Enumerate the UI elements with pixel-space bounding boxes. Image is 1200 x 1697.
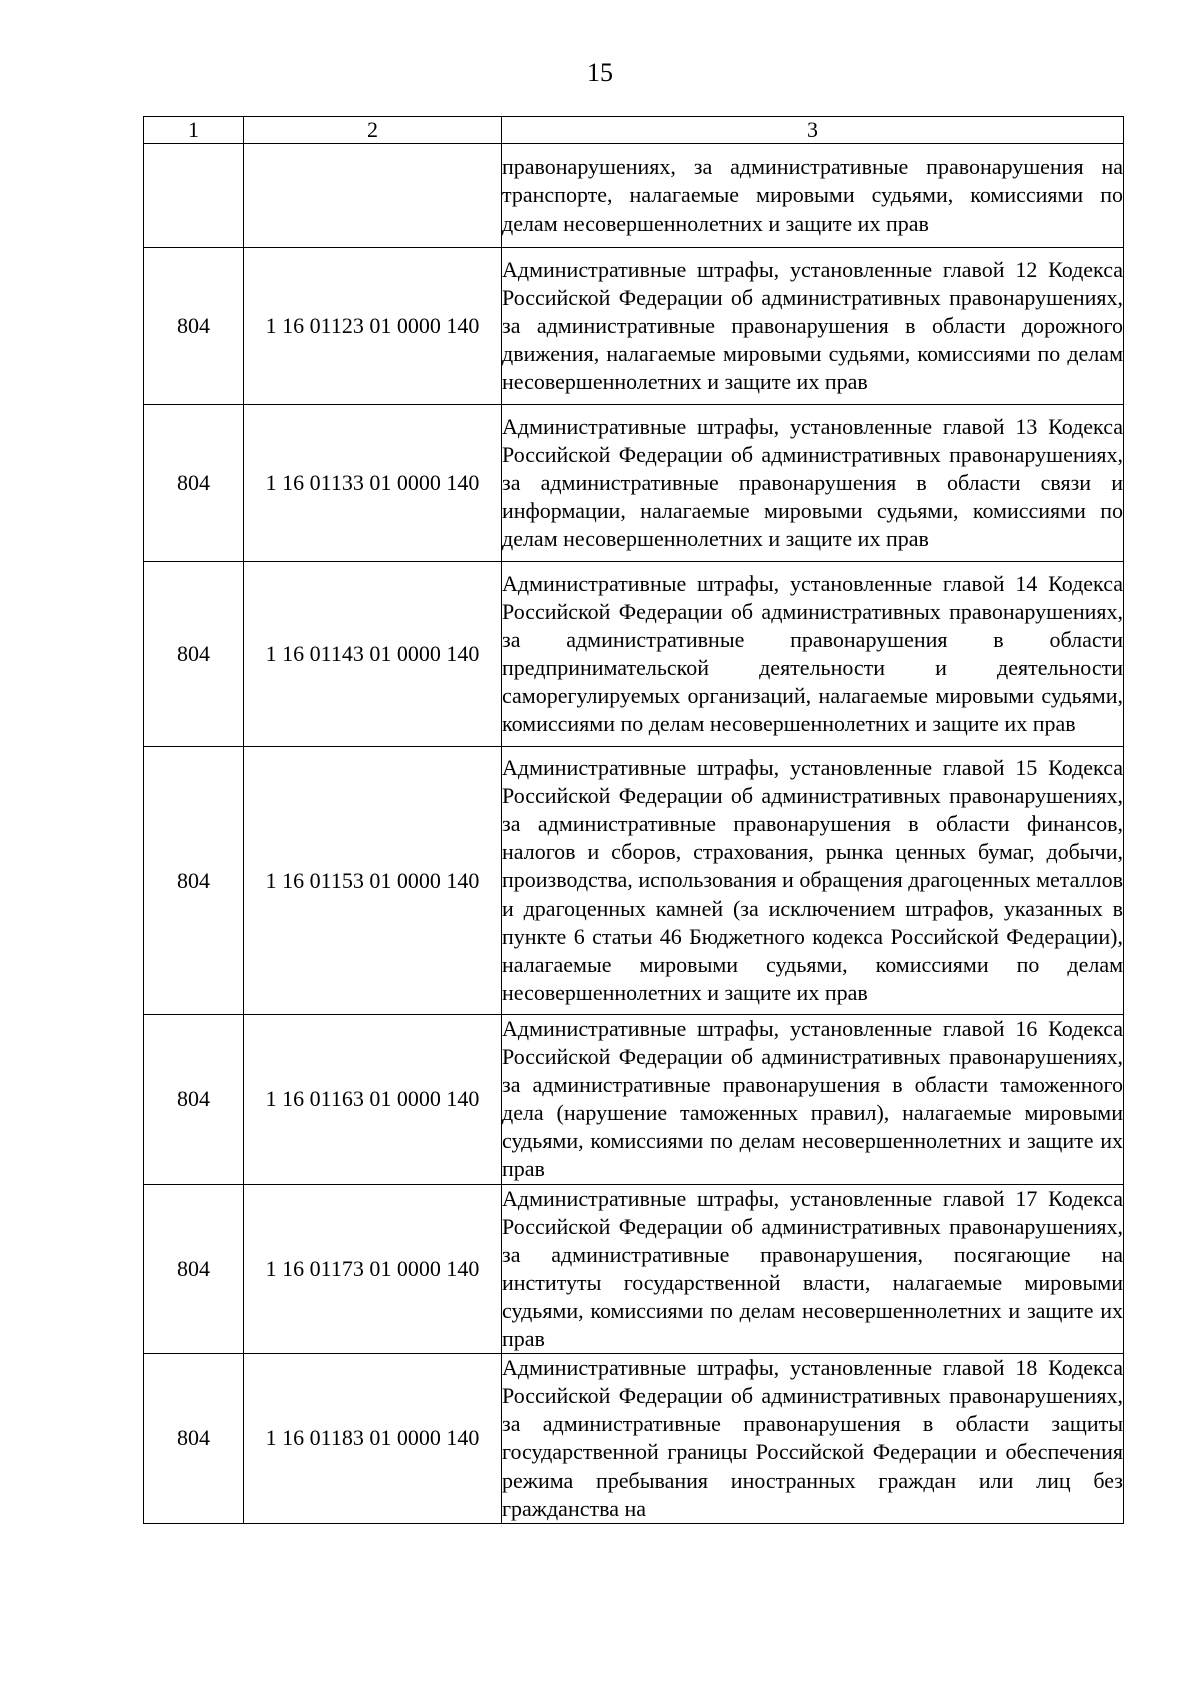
admin-code-cell: 804 <box>144 562 244 747</box>
admin-code-cell <box>144 144 244 248</box>
budget-codes-table <box>143 116 1124 1524</box>
table-row <box>144 1184 1124 1354</box>
table-row <box>144 1354 1124 1524</box>
admin-code-cell: 804 <box>144 405 244 562</box>
table-row <box>144 248 1124 405</box>
admin-code-cell: 804 <box>144 1354 244 1524</box>
column-header: 2 <box>244 117 502 144</box>
budget-code-cell: 1 16 01173 01 0000 140 <box>244 1184 502 1354</box>
admin-code-cell: 804 <box>144 1184 244 1354</box>
description-cell: Административные штрафы, установленные главой 15 Кодекса Российской Федерации об административных правонарушениях, за административные правонарушения в области финансов, налогов и сборов, страхования, рынка ценных бумаг, добычи, производства, использования и обращения драгоценных металлов и драгоценных камней (за исключением штрафов, указанных в пункте 6 статьи 46 Бюджетного кодекса Российской Федерации), налагаемые мировыми судьями, комиссиями по делам несовершеннолетних и защите их прав <box>502 747 1124 1015</box>
admin-code-cell: 804 <box>144 747 244 1015</box>
table-row <box>144 144 1124 248</box>
budget-code-cell: 1 16 01183 01 0000 140 <box>244 1354 502 1524</box>
budget-code-cell: 1 16 01143 01 0000 140 <box>244 562 502 747</box>
budget-code-cell: 1 16 01123 01 0000 140 <box>244 248 502 405</box>
description-cell: Административные штрафы, установленные главой 13 Кодекса Российской Федерации об административных правонарушениях, за административные правонарушения в области связи и информации, налагаемые мировыми судьями, комиссиями по делам несовершеннолетних и защите их прав <box>502 405 1124 562</box>
admin-code-cell: 804 <box>144 1015 244 1185</box>
description-cell: Административные штрафы, установленные главой 12 Кодекса Российской Федерации об административных правонарушениях, за административные правонарушения в области дорожного движения, налагаемые мировыми судьями, комиссиями по делам несовершеннолетних и защите их прав <box>502 248 1124 405</box>
column-header: 1 <box>144 117 244 144</box>
table-row <box>144 562 1124 747</box>
admin-code-cell: 804 <box>144 248 244 405</box>
budget-code-cell <box>244 144 502 248</box>
budget-code-cell: 1 16 01163 01 0000 140 <box>244 1015 502 1185</box>
description-cell: Административные штрафы, установленные главой 17 Кодекса Российской Федерации об административных правонарушениях, за административные правонарушения, посягающие на институты государственной власти, налагаемые мировыми судьями, комиссиями по делам несовершеннолетних и защите их прав <box>502 1184 1124 1354</box>
description-cell: Административные штрафы, установленные главой 16 Кодекса Российской Федерации об административных правонарушениях, за административные правонарушения в области таможенного дела (нарушение таможенных правил), налагаемые мировыми судьями, комиссиями по делам несовершеннолетних и защите их прав <box>502 1015 1124 1185</box>
page-number: 15 <box>587 58 613 87</box>
column-header: 3 <box>502 117 1124 144</box>
description-cell: Административные штрафы, установленные главой 14 Кодекса Российской Федерации об административных правонарушениях, за административные правонарушения в области предпринимательской деятельности и деятельности саморегулируемых организаций, налагаемые мировыми судьями, комиссиями по делам несовершеннолетних и защите их прав <box>502 562 1124 747</box>
budget-code-cell: 1 16 01153 01 0000 140 <box>244 747 502 1015</box>
description-cell: правонарушениях, за административные правонарушения на транспорте, налагаемые мировыми судьями, комиссиями по делам несовершеннолетних и защите их прав <box>502 144 1124 248</box>
table-row <box>144 1015 1124 1185</box>
table-header-row <box>144 117 1124 144</box>
table-row <box>144 747 1124 1015</box>
table-row <box>144 405 1124 562</box>
description-cell: Административные штрафы, установленные главой 18 Кодекса Российской Федерации об административных правонарушениях, за административные правонарушения в области защиты государственной границы Российской Федерации и обеспечения режима пребывания иностранных граждан или лиц без гражданства на <box>502 1354 1124 1524</box>
budget-code-cell: 1 16 01133 01 0000 140 <box>244 405 502 562</box>
